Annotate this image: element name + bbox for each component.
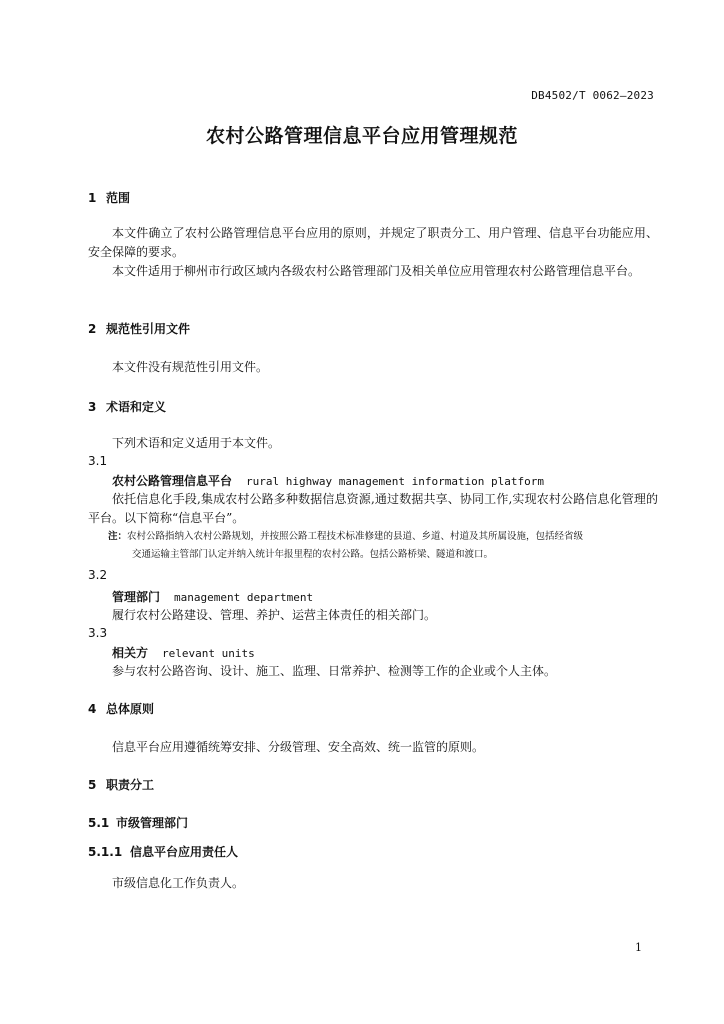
section-number: 1 [88,191,97,205]
term-3-3 [112,644,255,661]
section-4-paragraph: 信息平台应用遵循统筹安排、分级管理、安全高效、统一监管的原则。 [112,740,485,754]
section-number: 5.1.1 [88,845,123,859]
section-5-1-1-heading [88,843,238,860]
term-3-3-definition: 参与农村公路咨询、设计、施工、监理、日常养护、检测等工作的企业或个人主体。 [112,664,557,678]
term-3-1-definition: 依托信息化手段,集成农村公路多种数据信息资源,通过数据共享、协同工作,实现农村公路信息化管理的平台。以下简称“信息平台”。 [88,492,658,525]
section-number: 5.1 [88,816,110,830]
section-title: 市级管理部门 [116,816,189,830]
page-number: 1 [635,941,642,954]
term-english: relevant units [162,647,255,660]
document-code: DB4502/T 0062—2023 [531,89,654,102]
section-4-heading [88,700,154,717]
term-3-1-note [108,528,656,564]
section-title: 范围 [106,191,131,205]
section-2-heading [88,320,190,337]
term-3-2-number: 3.2 [88,568,108,582]
term-english: management department [174,591,314,604]
note-label: 注： [108,531,128,542]
term-chinese: 管理部门 [112,590,161,604]
section-number: 2 [88,322,97,336]
term-3-1-number: 3.1 [88,454,108,468]
section-1-paragraph-2: 本文件适用于柳州市行政区域内各级农村公路管理部门及相关单位应用管理农村公路管理信息平台。 [112,264,641,278]
section-5-heading [88,776,154,793]
term-3-1 [112,472,544,489]
note-line-2: 交通运输主管部门认定并纳入统计年报里程的农村公路。包括公路桥梁、隧道和渡口。 [132,549,494,560]
section-title: 信息平台应用责任人 [130,845,239,859]
term-3-2 [112,588,313,605]
section-1-paragraph-1: 本文件确立了农村公路管理信息平台应用的原则，并规定了职责分工、用户管理、信息平台功能应用、安全保障的要求。 [88,226,658,259]
term-chinese: 相关方 [112,646,149,660]
section-number: 5 [88,778,97,792]
term-3-3-number: 3.3 [88,626,108,640]
section-3-heading [88,398,166,415]
section-title: 总体原则 [106,702,155,716]
section-title: 术语和定义 [106,400,167,414]
section-5-1-heading [88,814,188,831]
section-1-heading [88,189,130,206]
section-number: 3 [88,400,97,414]
section-number: 4 [88,702,97,716]
term-chinese: 农村公路管理信息平台 [112,474,233,488]
section-2-paragraph: 本文件没有规范性引用文件。 [112,360,269,374]
section-5-1-1-paragraph: 市级信息化工作负责人。 [112,876,245,890]
document-title: 农村公路管理信息平台应用管理规范 [205,125,518,147]
term-english: rural highway management information platform [246,475,545,488]
section-title: 职责分工 [106,778,155,792]
section-title: 规范性引用文件 [106,322,191,336]
section-3-intro: 下列术语和定义适用于本文件。 [112,436,281,450]
term-3-2-definition: 履行农村公路建设、管理、养护、运营主体责任的相关部门。 [112,608,437,622]
note-line-1: 农村公路指纳入农村公路规划，并按照公路工程技术标准修建的县道、乡道、村道及其所属设施，包括经省级 [127,531,584,542]
